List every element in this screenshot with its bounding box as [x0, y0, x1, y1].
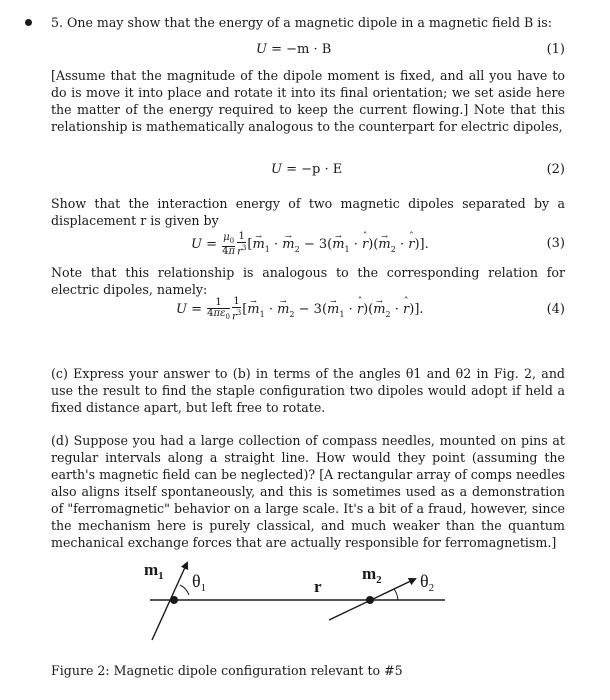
equation-3 [51, 232, 565, 256]
m2-label: $m_2$ [362, 564, 382, 586]
equation-3-expression: U = $\frac{\mu_0}{4\pi}$ $\frac{1}{r^3}$ [$m \to_1 \cdot m \to_2 - 3(m \to_1 \cdot r$ ˆ)(m $\to_2 \cdot r$ ˆ)]. [191, 232, 429, 262]
part-c-paragraph: (c) Express your answer to (b) in terms of the angles θ1 and θ2 in Fig. 2, and use the result to find the staple configuration two dipoles would adopt if held a fixed distance apart, but left free to rotate. [51, 366, 565, 415]
theta-1-label: $\theta_1$ [192, 571, 207, 594]
equation-3-number: (3) [546, 236, 565, 251]
note-paragraph: Note that this relationship is analogous to the corresponding relation for electric dipoles, namely: [51, 265, 565, 297]
equation-4 [51, 297, 565, 323]
list-bullet [25, 19, 32, 26]
theta-2-arc [394, 589, 398, 600]
dipole-2-pivot [366, 596, 374, 604]
r-label: r [314, 577, 322, 596]
equation-4-number: (4) [546, 302, 565, 317]
equation-1-number: (1) [546, 42, 565, 57]
figure-caption: Figure 2: Magnetic dipole configuration relevant to #5 [51, 663, 403, 678]
intro-text: 5. One may show that the energy of a magnetic dipole in a magnetic field B is: [51, 15, 553, 30]
show-paragraph: Show that the interaction energy of two magnetic dipoles separated by a displacement r is given by [51, 196, 565, 228]
m1-label: $m_1$ [144, 560, 164, 582]
equation-1-expression: U = −m · B [256, 42, 332, 57]
equation-2 [51, 160, 565, 180]
problem-intro [51, 14, 565, 31]
dipole-1-pivot [170, 596, 178, 604]
assumption-paragraph: [Assume that the magnitude of the dipole moment is fixed, and all you have to do is move it into place and rotate it into its final orientation; we set aside here the matter of the energy required to keep the current flowing.] Note that this relationship is mathematically analogous to the counterpart for electric dipoles, [51, 68, 565, 134]
theta-1-arc [180, 585, 189, 595]
equation-2-expression: U = −p · E [271, 162, 343, 177]
dipole-figure [130, 545, 460, 650]
equation-1 [51, 40, 565, 60]
equation-2-number: (2) [546, 162, 565, 177]
part-d-paragraph: (d) Suppose you had a large collection of compass needles, mounted on pins at regular intervals along a straight line. How would they point (assuming the earth's magnetic field can be neglected)? [A rectangular array of comps needles also aligns itself spontaneously, and this is sometimes used as a demonstration of "ferromagnetic" behavior on a large scale. It's a bit of a fraud, however, since the mechanism here is purely classical, and much weaker than the quantum mechanical exchange forces that are actually responsible for ferromagnetism.] [51, 433, 565, 550]
equation-4-expression: U = $\frac{1}{4\pi\varepsilon_0}$ $\frac{1}{r^3}$ [$m \to_1 \cdot m \to_2 - 3(m \to_1 \cdot r$ ˆ)(m $\to_2 \cdot r$ ˆ)]. [176, 297, 424, 328]
theta-2-label: $\theta_2$ [420, 571, 435, 594]
